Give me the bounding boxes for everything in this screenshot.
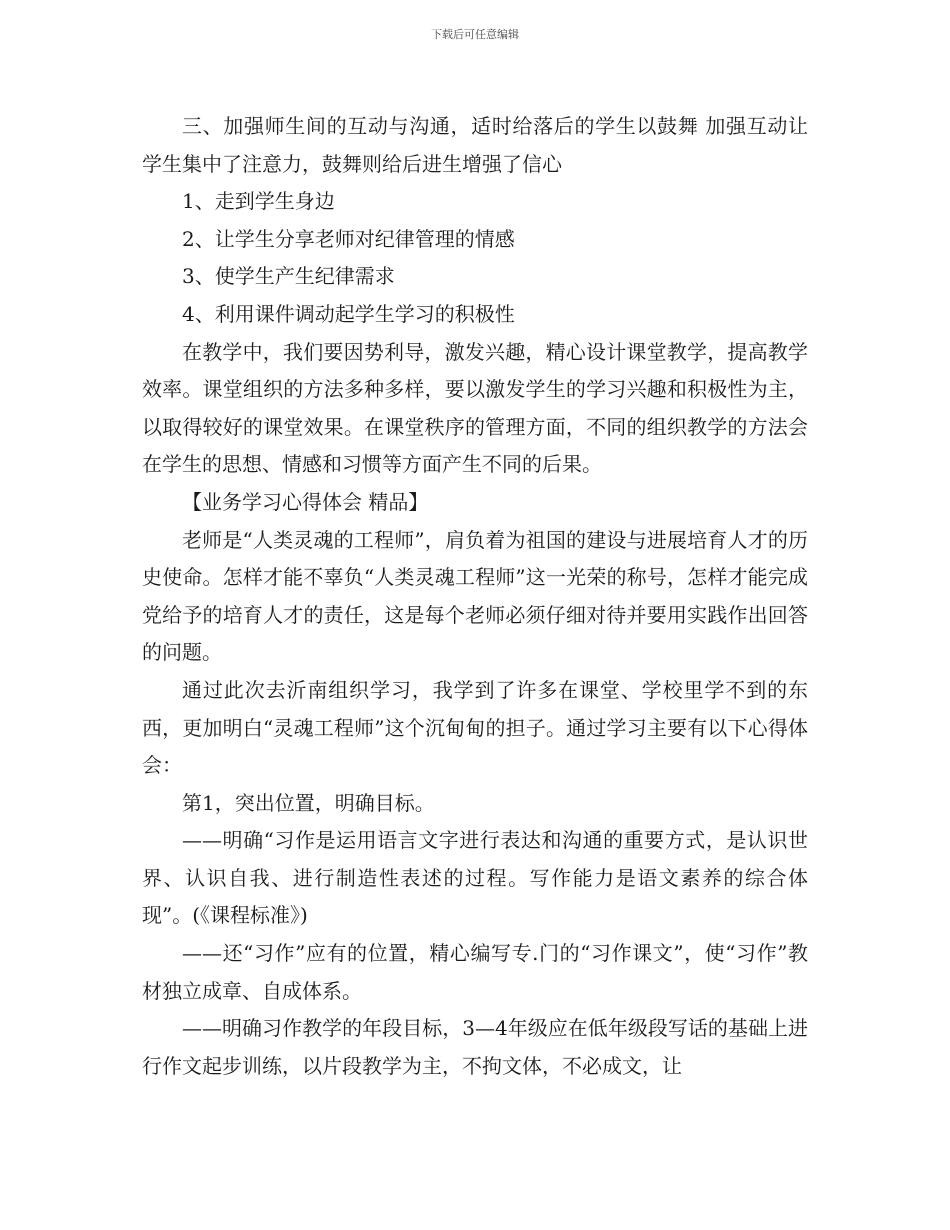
- paragraph-teacher-role: 老师是“人类灵魂的工程师”，肩负着为祖国的建设与进展培育人才的历史使命。怎样才能不辜负“人类灵魂工程师”这一光荣的称号，怎样才能完成党给予的培育人才的责任，这是每个老师必须仔细对待并要用实践作出回答的问题。: [142, 527, 808, 665]
- list-item-3: 3、使学生产生纪律需求: [182, 264, 395, 289]
- list-item-1: 1、走到学生身边: [182, 189, 335, 214]
- paragraph-dash-2: ——还“习作”应有的位置，精心编写专.门的“习作课文”，使“习作”教材独立成章、自成体系。: [142, 941, 808, 1003]
- paragraph-section-three: 三、加强师生间的互动与沟通，适时给落后的学生以鼓舞 加强互动让学生集中了注意力，鼓舞则给后进生增强了信心: [142, 114, 808, 176]
- section-heading: 【业务学习心得体会 精品】: [182, 489, 429, 514]
- page-header: 下载后可任意编辑: [431, 28, 519, 41]
- list-item-2: 2、让学生分享老师对纪律管理的情感: [182, 226, 515, 251]
- list-item-4: 4、利用课件调动起学生学习的积极性: [182, 301, 515, 326]
- point-heading-1: 第1，突出位置，明确目标。: [182, 790, 435, 815]
- paragraph-study-trip: 通过此次去沂南组织学习，我学到了许多在课堂、学校里学不到的东西，更加明白“灵魂工程师”这个沉甸甸的担子。通过学习主要有以下心得体会：: [142, 677, 808, 778]
- paragraph-dash-1: ——明确“习作是运用语言文字进行表达和沟通的重要方式，是认识世界、认识自我、进行制造性表述的过程。写作能力是语文素养的综合体现”。(《课程标准》): [142, 828, 808, 928]
- paragraph-dash-3: ——明确习作教学的年段目标，3—4年级应在低年级段写话的基础上进行作文起步训练，以片段教学为主，不拘文体，不必成文，让: [142, 1016, 808, 1078]
- document-body: [142, 108, 808, 1085]
- paragraph-teaching: 在教学中，我们要因势利导，激发兴趣，精心设计课堂教学，提高教学效率。课堂组织的方法多种多样，要以激发学生的学习兴趣和积极性为主，以取得较好的课堂效果。在课堂秩序的管理方面，不同的组织教学的方法会在学生的思想、情感和习惯等方面产生不同的后果。: [142, 339, 808, 477]
